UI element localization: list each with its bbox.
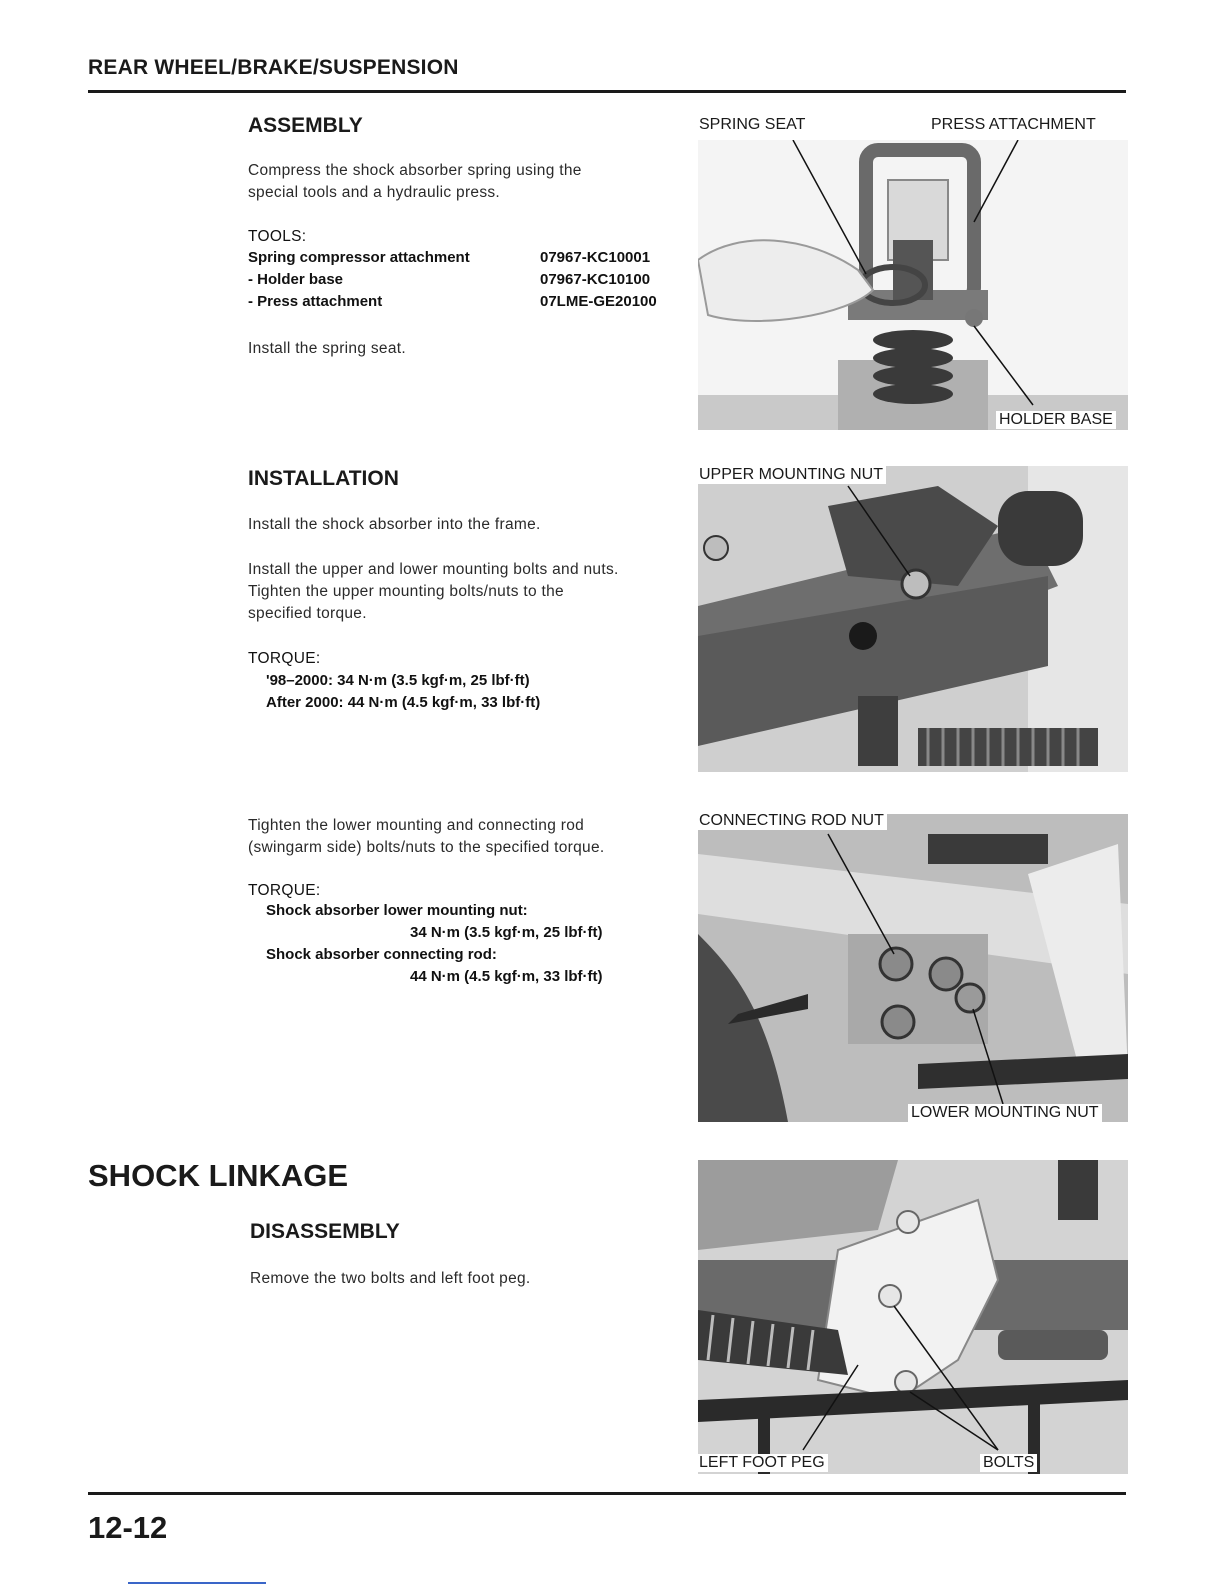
installation-heading: INSTALLATION (248, 467, 399, 490)
torque-value: After 2000: 44 N·m (4.5 kgf·m, 33 lbf·ft) (266, 694, 541, 711)
installation-torque-values (266, 670, 540, 714)
tool-part-number: 07967-KC10100 (540, 271, 651, 288)
lower-mounting-photo (698, 814, 1128, 1122)
torque-value-connecting-rod: 44 N·m (4.5 kgf·m, 33 lbf·ft) (410, 968, 603, 985)
tool-row (248, 293, 688, 315)
installation-step-2-line: Tighten the upper mounting bolts/nuts to the (248, 583, 564, 600)
footer-rule (88, 1492, 1126, 1495)
lower-mounting-step (248, 815, 693, 859)
label-left-foot-peg: LEFT FOOT PEG (696, 1454, 828, 1472)
installation-step-1: Install the shock absorber into the frame. (248, 516, 541, 533)
torque-value-lower-nut: 34 N·m (3.5 kgf·m, 25 lbf·ft) (410, 924, 603, 941)
label-holder-base: HOLDER BASE (996, 411, 1116, 429)
torque-item-connecting-rod: Shock absorber connecting rod: (266, 946, 497, 963)
tools-label: TOOLS: (248, 228, 307, 245)
installation-step-2-line: Install the upper and lower mounting bolts and nuts. (248, 561, 619, 578)
upper-mounting-photo (698, 466, 1128, 772)
tool-name: Spring compressor attachment (248, 249, 470, 266)
label-connecting-rod-nut: CONNECTING ROD NUT (696, 812, 887, 830)
page-number: 12-12 (88, 1510, 168, 1545)
assembly-intro-line-1: Compress the shock absorber spring using the (248, 162, 582, 179)
assembly-intro-line-2: special tools and a hydraulic press. (248, 184, 501, 201)
disassembly-step: Remove the two bolts and left foot peg. (250, 1270, 531, 1287)
foot-peg-photo (698, 1160, 1128, 1474)
tool-row (248, 271, 688, 293)
tool-part-number: 07967-KC10001 (540, 249, 651, 266)
label-bolts: BOLTS (980, 1454, 1037, 1472)
torque-value: '98–2000: 34 N·m (3.5 kgf·m, 25 lbf·ft) (266, 672, 530, 689)
label-lower-mounting-nut: LOWER MOUNTING NUT (908, 1104, 1102, 1122)
label-press-attachment: PRESS ATTACHMENT (928, 116, 1099, 134)
label-spring-seat: SPRING SEAT (696, 116, 808, 134)
lower-step-line: Tighten the lower mounting and connecting rod (248, 817, 585, 834)
tool-part-number: 07LME-GE20100 (540, 293, 657, 310)
section-header: REAR WHEEL/BRAKE/SUSPENSION (88, 56, 459, 79)
installation-step-2-line: specified torque. (248, 605, 367, 622)
disassembly-heading: DISASSEMBLY (250, 1220, 400, 1243)
installation-torque-label: TORQUE: (248, 650, 321, 667)
tool-row (248, 249, 688, 271)
spring-compressor-photo (698, 140, 1128, 430)
label-upper-mounting-nut: UPPER MOUNTING NUT (696, 466, 886, 484)
header-rule (88, 90, 1126, 93)
installation-step-2 (248, 559, 688, 625)
assembly-step: Install the spring seat. (248, 340, 406, 357)
shock-linkage-heading: SHOCK LINKAGE (88, 1158, 349, 1193)
tool-name: - Holder base (248, 271, 344, 288)
torque-item-lower-nut: Shock absorber lower mounting nut: (266, 902, 528, 919)
assembly-heading: ASSEMBLY (248, 114, 363, 137)
lower-torque-label: TORQUE: (248, 882, 321, 899)
tool-name: - Press attachment (248, 293, 383, 310)
assembly-intro (248, 160, 688, 204)
lower-step-line: (swingarm side) bolts/nuts to the specified torque. (248, 839, 605, 856)
